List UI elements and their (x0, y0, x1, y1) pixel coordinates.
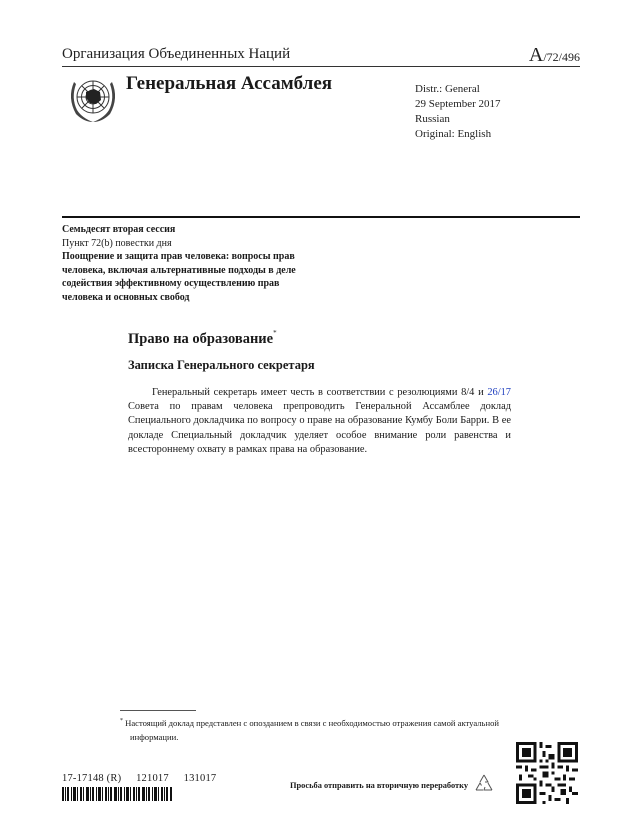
footnote (120, 714, 530, 744)
document-title (128, 331, 277, 348)
job-number: 17-17148 (R) (62, 773, 122, 784)
title-text: Право на образование (128, 331, 274, 347)
paragraph-text-1: Генеральный секретарь имеет честь в соответствии с резолюциями 8/4 и (152, 387, 488, 398)
recycle-request: Просьба отправить на вторичную переработку (290, 781, 469, 790)
barcode-icon (62, 787, 172, 801)
agenda-item: Пункт 72(b) повестки дня (62, 237, 172, 249)
document-subtitle: Записка Генерального секретаря (128, 358, 315, 372)
date-2: 131017 (183, 773, 217, 784)
body-paragraph (128, 386, 511, 457)
un-emblem-icon (64, 70, 122, 126)
agenda-title: Поощрение и защита прав человека: вопросы прав человека, включая альтернативные подходы в деле содействия эффективному осуществлению прав человека и основных свобод (62, 251, 296, 303)
resolution-link[interactable]: 26/17 (487, 387, 511, 398)
body-name: Генеральная Ассамблея (126, 73, 333, 94)
job-number-line (62, 773, 228, 784)
document-symbol (529, 44, 580, 67)
qr-code-icon (516, 742, 578, 804)
distribution-date: 29 September 2017 (415, 98, 501, 110)
recycle-icon (472, 772, 496, 796)
symbol-prefix: A (528, 44, 544, 66)
distribution-language: Russian (415, 113, 450, 125)
original-language: Original: English (415, 128, 492, 140)
session-block (62, 223, 312, 305)
paragraph-text-2: Совета по правам человека препроводить Генеральной Ассамблее доклад Специального докладчика по вопросу о праве на образование Кумбу Боли Барри. В ее докладе Специальный докладчик уделяет особое внимание роли равенства и всестороннему охвату в рамках права на образование. (128, 401, 511, 455)
footnote-mark: * (120, 718, 123, 724)
date-1: 121017 (136, 773, 169, 784)
organization-name: Организация Объединенных Наций (62, 46, 291, 62)
footnote-rule (120, 710, 196, 711)
distribution-info (415, 82, 501, 142)
footnote-text: Настоящий доклад представлен с опозданием в связи с необходимостью отражения самой актуальной информации. (125, 717, 499, 742)
title-footnote-mark[interactable]: * (273, 329, 277, 337)
distribution-type: Distr.: General (415, 83, 480, 95)
session-name: Семьдесят вторая сессия (62, 224, 176, 235)
symbol-suffix: /72/496 (543, 50, 580, 64)
section-rule (62, 216, 580, 218)
header-rule (62, 66, 580, 67)
